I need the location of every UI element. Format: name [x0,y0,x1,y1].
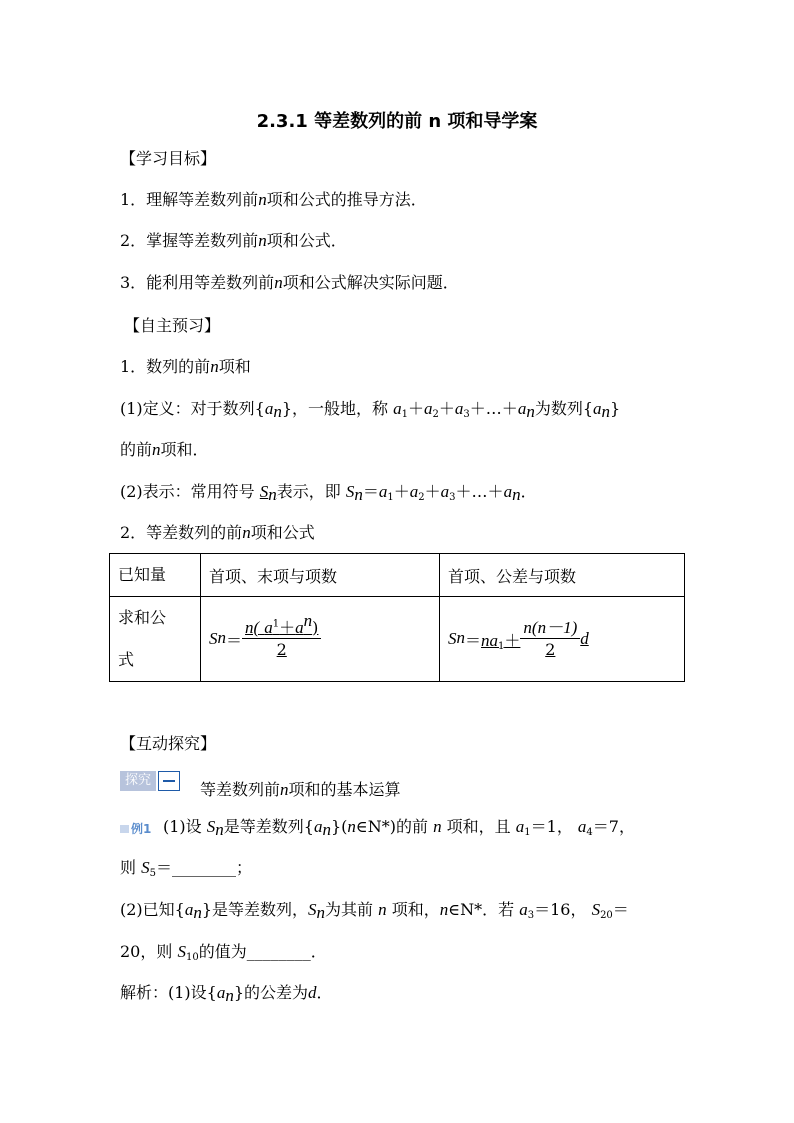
table-header-first-last: 首项、末项与项数 [201,554,440,597]
formula-first-last: S n ＝ $\frac{n( a^1+a^n)}{2}$ [201,597,440,682]
definition-line: (1)定义：对于数列$\{a_n\}$，一般地，称 $a_1+a_2+a_3+\dots+a_n$为数列$\{a_n\}$ [120,399,621,421]
section-learning-goals: 【学习目标】 [120,149,217,168]
fraction-first-last: $\frac{n( a^1+a^n)}{2}$ [242,618,321,661]
goal-2: 2．掌握等差数列前n项和公式． [120,231,347,250]
goal-1: 1．理解等差数列前n项和公式的推导方法． [120,190,427,209]
formula-first-diff: S n ＝ $na_1+$ $\frac{n(n-1)}{2}$ d [440,597,685,682]
page-title: 2.3.1 等差数列的前 n 项和导学案 [256,111,538,132]
table-row [110,554,685,597]
section-interactive-explore: 【互动探究】 [120,734,217,753]
goal-3: 3．能利用等差数列前n项和公式解决实际问题． [120,273,459,292]
question-2-blank: 20，则 $S_{10}$的值为________． [120,942,327,963]
definition-line-2: 的前n项和． [120,440,209,459]
preview-item-2: 2．等差数列的前n项和公式 [120,523,315,542]
example-icon [120,825,129,833]
section-self-preview: 【自主预习】 [124,316,221,335]
sum-formula-table [109,553,685,682]
fraction-first-diff: $\frac{n(n-1)}{2}$ [520,618,580,661]
table-row [110,597,685,682]
question-2: (2)已知$\{a_n\}$是等差数列，$S_n$为其前 n 项和，n∈N*．若 $a_3=16$， $S_{20}=$ [120,900,629,922]
solution-line: 解析：(1)设$\{a_n\}$的公差为d． [120,983,333,1005]
table-header-known: 已知量 [110,554,201,597]
explore-badge: 探究 [120,771,180,791]
table-header-first-diff: 首项、公差与项数 [440,554,685,597]
explore-title: 等差数列前n项和的基本运算 [200,780,401,799]
question-1-blank: 则 $S_5=\_\_\_\_\_\_\_\_$； [120,858,252,879]
question-1: (1)设 $S_n$是等差数列$\{a_n\}(n\in N*)$的前 n 项和，且 $a_1=1$， $a_4=7$， [163,817,635,839]
representation-line: (2)表示：常用符号 $S_n$表示，即 $S_n=a_1+a_2+a_3+\dots+a_n$． [120,482,537,504]
number-one-icon [158,771,180,791]
table-row-label: 求和公 式 [110,597,201,682]
example-badge: 例1 [120,820,151,837]
preview-item-1: 1．数列的前n项和 [120,357,251,376]
